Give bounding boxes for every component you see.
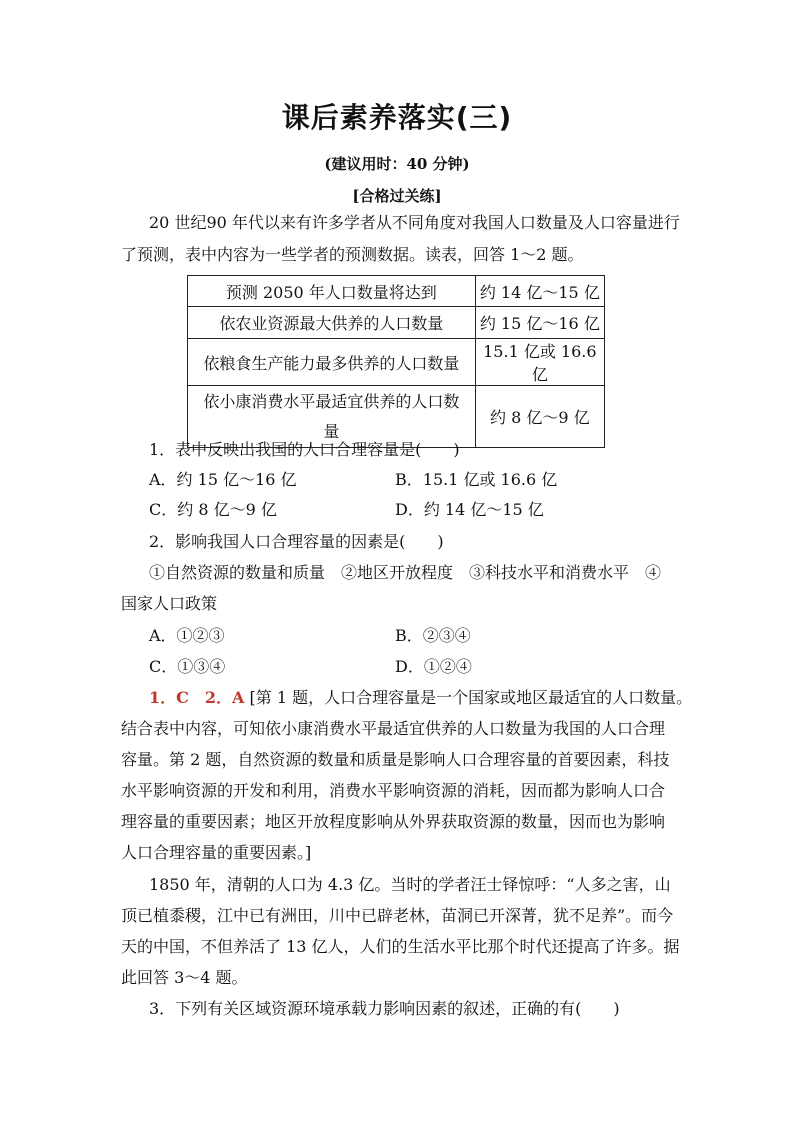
q2-option-a: A．①②③ — [149, 626, 225, 645]
answer-explanation: 水平影响资源的开发和利用，消费水平影响资源的消耗，因而都为影响人口合 — [121, 781, 666, 800]
q2-option-b: B．②③④ — [395, 626, 471, 645]
table-cell: 预测 2050 年人口数量将达到 — [188, 276, 476, 307]
intro2-line: 1850 年，清朝的人口为 4.3 亿。当时的学者汪士铎惊呼：“人多之害，山 — [149, 875, 671, 894]
question-1-stem: 1．表中反映出我国的人口合理容量是( ) — [149, 440, 460, 459]
table-cell: 约 8 亿～9 亿 — [475, 386, 604, 448]
prediction-table — [187, 275, 605, 448]
q1-option-b: B．15.1 亿或 16.6 亿 — [395, 470, 558, 489]
table-cell: 依粮食生产能力最多供养的人口数量 — [188, 339, 476, 386]
question-3-stem: 3．下列有关区域资源环境承载力影响因素的叙述，正确的有( ) — [149, 999, 620, 1018]
answer-explanation: 容量。第 2 题，自然资源的数量和质量是影响人口合理容量的首要因素，科技 — [121, 750, 670, 769]
answer-explanation: [第 1 题，人口合理容量是一个国家或地区最适宜的人口数量。 — [249, 688, 693, 707]
q1-option-c: C．约 8 亿～9 亿 — [149, 500, 277, 519]
intro1-line: 了预测，表中内容为一些学者的预测数据。读表，回答 1～2 题。 — [121, 245, 584, 264]
q2-option-d: D．①②④ — [395, 657, 472, 676]
table-cell: 约 14 亿～15 亿 — [475, 276, 604, 307]
q1-option-a: A．约 15 亿～16 亿 — [149, 470, 297, 489]
table-cell: 约 15 亿～16 亿 — [475, 307, 604, 339]
intro1-line: 20 世纪90 年代以来有许多学者从不同角度对我国人口数量及人口容量进行 — [149, 213, 680, 232]
page-title: 课后素养落实(三) — [281, 101, 513, 134]
question-2-stem: 2．影响我国人口合理容量的因素是( ) — [149, 532, 444, 551]
answer-first-line — [149, 688, 692, 708]
intro2-line: 天的中国，不但养活了 13 亿人，人们的生活水平比那个时代还提高了许多。据 — [121, 937, 680, 956]
q2-factors-line: ①自然资源的数量和质量 ②地区开放程度 ③科技水平和消费水平 ④ — [149, 563, 662, 582]
section-heading: [合格过关练] — [352, 187, 442, 205]
table-cell-line: 依小康消费水平最适宜供养的人口数 — [203, 391, 460, 411]
table-row — [188, 307, 605, 339]
table-cell: 依农业资源最大供养的人口数量 — [188, 307, 476, 339]
q1-option-d: D．约 14 亿～15 亿 — [395, 500, 544, 519]
answer-explanation: 理容量的重要因素；地区开放程度影响从外界获取资源的数量，因而也为影响 — [121, 812, 666, 831]
table-cell: 15.1 亿或 16.6 亿 — [475, 339, 604, 386]
intro2-line: 顶已植黍稷，江中已有洲田，川中已辟老林，苗洞已开深菁，犹不足养”。而今 — [121, 906, 674, 925]
time-note: (建议用时：40 分钟) — [324, 155, 470, 173]
intro2-line: 此回答 3～4 题。 — [121, 968, 248, 987]
answer-explanation: 人口合理容量的重要因素。] — [121, 843, 312, 862]
table-cell — [188, 386, 476, 448]
q2-factors-line: 国家人口政策 — [121, 594, 218, 613]
answer-key: 1．C 2．A — [149, 688, 245, 707]
answer-explanation: 结合表中内容，可知依小康消费水平最适宜供养的人口数量为我国的人口合理 — [121, 719, 666, 738]
table-row — [188, 386, 605, 448]
table-cell-line: 量 — [323, 421, 340, 441]
table-row — [188, 339, 605, 386]
q2-option-c: C．①③④ — [149, 657, 226, 676]
table-row — [188, 276, 605, 307]
